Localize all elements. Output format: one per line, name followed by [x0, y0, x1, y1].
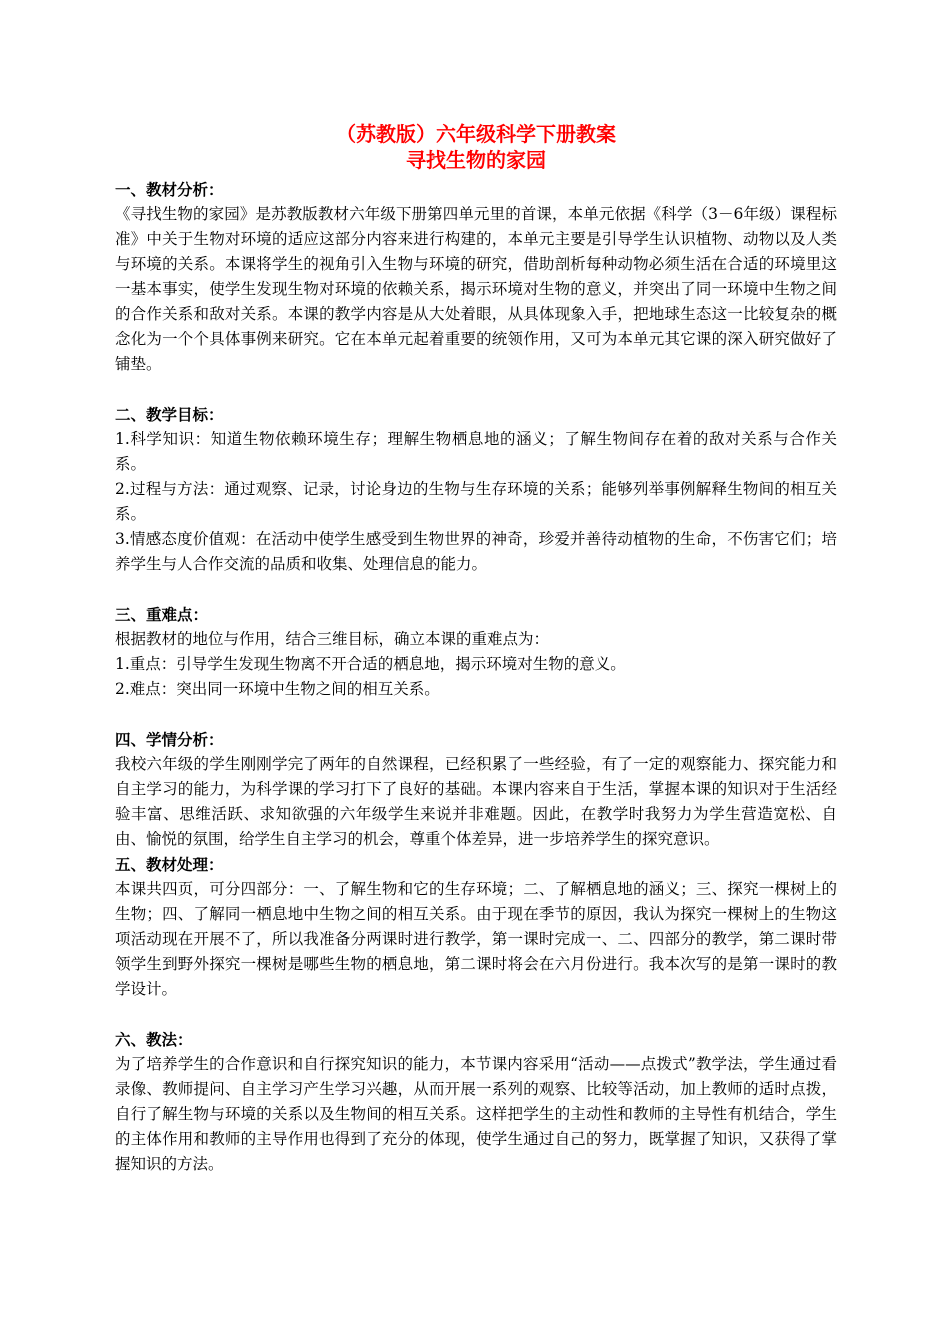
section-heading: 一、教材分析： — [115, 180, 224, 199]
section-heading: 三、重难点： — [115, 605, 209, 624]
title-block — [115, 121, 837, 173]
section-intro: 根据教材的地位与作用，结合三维目标，确立本课的重难点为： — [115, 630, 550, 648]
spacer — [115, 377, 837, 402]
section-teaching-goals — [115, 402, 837, 577]
section-heading: 六、教法： — [115, 1030, 193, 1049]
key-point-item: 2.难点：突出同一环境中生物之间的相互关系。 — [115, 680, 440, 698]
section-material-handling — [115, 852, 837, 1002]
goal-item: 1.科学知识：知道生物依赖环境生存；理解生物栖息地的涵义；了解生物间存在着的敌对关系与合作关系。 — [115, 430, 837, 473]
document-page — [115, 121, 837, 1177]
spacer — [115, 577, 837, 602]
section-student-analysis — [115, 727, 837, 852]
section-paragraph: 《寻找生物的家园》是苏教版教材六年级下册第四单元里的首课，本单元依据《科学（3－6年级）课程标准》中关于生物对环境的适应这部分内容来进行构建的，本单元主要是引导学生认识植物、动物以及人类与环境的关系。本课将学生的视角引入生物与环境的研究，借助剖析每种动物必须生活在合适的环境里这一基本事实，使学生发现生物对环境的依赖关系，揭示环境对生物的意义，并突出了同一环境中生物之间的合作关系和敌对关系。本课的教学内容是从大处着眼，从具体现象入手，把地球生态这一比较复杂的概念化为一个个具体事例来研究。它在本单元起着重要的统领作用，又可为本单元其它课的深入研究做好了铺垫。 — [115, 205, 837, 373]
section-key-points — [115, 602, 837, 702]
section-heading: 二、教学目标： — [115, 405, 224, 424]
section-teaching-method — [115, 1027, 837, 1177]
section-heading: 五、教材处理： — [115, 855, 224, 874]
section-textbook-analysis — [115, 177, 837, 377]
section-paragraph: 为了培养学生的合作意识和自行探究知识的能力，本节课内容采用“活动——点拨式”教学法，学生通过看录像、教师提问、自主学习产生学习兴趣，从而开展一系列的观察、比较等活动，加上教师的适时点拨，自行了解生物与环境的关系以及生物间的相互关系。这样把学生的主动性和教师的主导性有机结合，学生的主体作用和教师的主导作用也得到了充分的体现，使学生通过自己的努力，既掌握了知识，又获得了掌握知识的方法。 — [115, 1055, 837, 1173]
document-subtitle: 寻找生物的家园 — [406, 148, 546, 172]
goal-item: 2.过程与方法：通过观察、记录，讨论身边的生物与生存环境的关系；能够列举事例解释生物间的相互关系。 — [115, 480, 837, 523]
goal-item: 3.情感态度价值观：在活动中使学生感受到生物世界的神奇，珍爱并善待动植物的生命，不伤害它们；培养学生与人合作交流的品质和收集、处理信息的能力。 — [115, 530, 837, 573]
document-title: （苏教版）六年级科学下册教案 — [336, 122, 616, 146]
section-paragraph: 我校六年级的学生刚刚学完了两年的自然课程，已经积累了一些经验，有了一定的观察能力、探究能力和自主学习的能力，为科学课的学习打下了良好的基础。本课内容来自于生活，掌握本课的知识对于生活经验丰富、思维活跃、求知欲强的六年级学生来说并非难题。因此，在教学时我努力为学生营造宽松、自由、愉悦的氛围，给学生自主学习的机会，尊重个体差异，进一步培养学生的探究意识。 — [115, 755, 837, 848]
key-point-item: 1.重点：引导学生发现生物离不开合适的栖息地，揭示环境对生物的意义。 — [115, 655, 626, 673]
section-paragraph: 本课共四页，可分四部分：一、了解生物和它的生存环境；二、了解栖息地的涵义；三、探究一棵树上的生物；四、了解同一栖息地中生物之间的相互关系。由于现在季节的原因，我认为探究一棵树上的生物这项活动现在开展不了，所以我准备分两课时进行教学，第一课时完成一、二、四部分的教学，第二课时带领学生到野外探究一棵树是哪些生物的栖息地，第二课时将会在六月份进行。我本次写的是第一课时的教学设计。 — [115, 880, 837, 998]
spacer — [115, 702, 837, 727]
spacer — [115, 1002, 837, 1027]
section-heading: 四、学情分析： — [115, 730, 224, 749]
